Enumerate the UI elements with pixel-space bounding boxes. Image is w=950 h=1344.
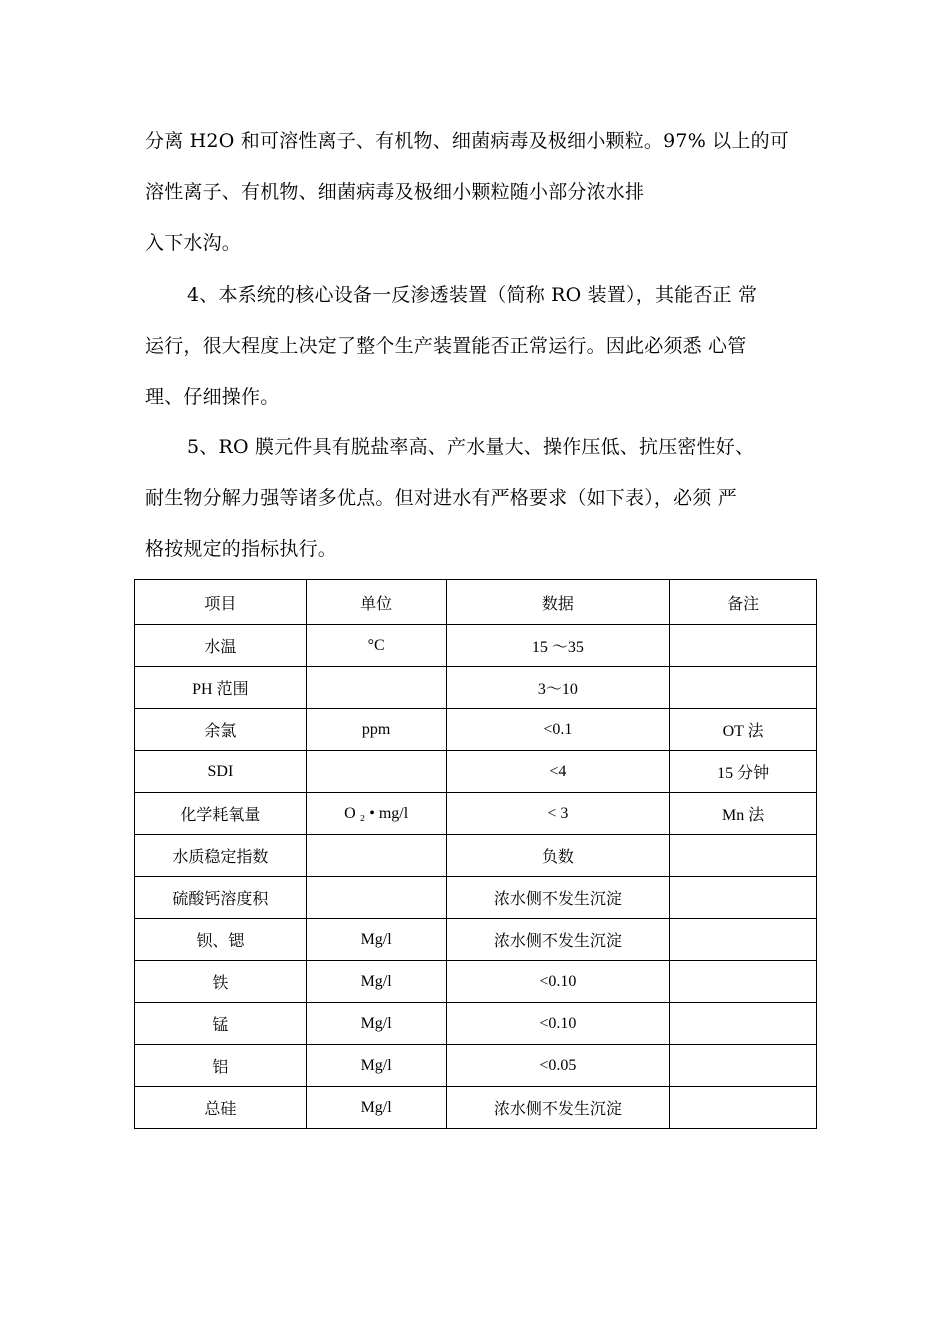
table-row [135,667,817,709]
cell-item: 硫酸钙溶度积 [135,877,307,919]
cell-data: <0.05 [446,1045,670,1087]
paragraph-line: 5、RO 膜元件具有脱盐率高、产水量大、操作压低、抗压密性好、 [187,436,755,458]
paragraph-separation [145,116,817,269]
cell-remark [670,625,817,667]
cell-item: 铁 [135,961,307,1003]
cell-data: < 3 [446,793,670,835]
header-remark: 备注 [670,580,817,625]
paragraph-ro-membrane [145,422,817,575]
water-quality-table [134,579,817,1129]
cell-item: 钡、锶 [135,919,307,961]
cell-data: 浓水侧不发生沉淀 [446,919,670,961]
paragraph-line: 入下水沟。 [145,232,242,254]
cell-remark [670,835,817,877]
cell-data: <0.1 [446,709,670,751]
cell-remark [670,667,817,709]
table-row [135,793,817,835]
cell-remark [670,1003,817,1045]
cell-unit [306,751,446,793]
paragraph-line: 耐生物分解力强等诸多优点。但对进水有严格要求（如下表），必须 严 [145,487,737,509]
cell-data: <0.10 [446,961,670,1003]
table-header-row [135,580,817,625]
cell-unit: Mg/l [306,919,446,961]
cell-item: 总硅 [135,1087,307,1129]
cell-remark [670,1087,817,1129]
cell-data: <0.10 [446,1003,670,1045]
cell-item: 余氯 [135,709,307,751]
cell-unit [306,835,446,877]
cell-item: 铝 [135,1045,307,1087]
table-row [135,877,817,919]
table-row [135,709,817,751]
cell-data: 负数 [446,835,670,877]
cell-data: <4 [446,751,670,793]
table-row [135,625,817,667]
table-row [135,919,817,961]
cell-remark: 15 分钟 [670,751,817,793]
cell-item: SDI [135,751,307,793]
cell-unit [306,667,446,709]
cell-item: 化学耗氧量 [135,793,307,835]
table-row [135,961,817,1003]
cell-remark [670,919,817,961]
cell-remark [670,961,817,1003]
cell-remark: Mn 法 [670,793,817,835]
cell-unit: Mg/l [306,961,446,1003]
paragraph-line: 运行，很大程度上决定了整个生产装置能否正常运行。因此必须悉 心管 [145,335,747,357]
cell-unit: Mg/l [306,1087,446,1129]
table-row [135,835,817,877]
cell-remark: OT 法 [670,709,817,751]
paragraph-line: 溶性离子、有机物、细菌病毒及极细小颗粒随小部分浓水排 [145,181,645,203]
cell-unit: Mg/l [306,1003,446,1045]
table-row [135,1003,817,1045]
table-row [135,751,817,793]
header-data: 数据 [446,580,670,625]
cell-item: PH 范围 [135,667,307,709]
header-unit: 单位 [306,580,446,625]
header-item: 项目 [135,580,307,625]
cell-unit: O ₂ • mg/l [306,793,446,835]
table-row [135,1045,817,1087]
cell-data: 3〜10 [446,667,670,709]
table-row [135,1087,817,1129]
cell-item: 水质稳定指数 [135,835,307,877]
cell-item: 水温 [135,625,307,667]
cell-unit [306,877,446,919]
paragraph-line: 4、本系统的核心设备一反渗透装置（简称 RO 装置），其能否正 常 [187,284,758,306]
cell-unit: Mg/l [306,1045,446,1087]
cell-remark [670,877,817,919]
cell-unit: °C [306,625,446,667]
cell-data: 浓水侧不发生沉淀 [446,877,670,919]
paragraph-ro-core [145,270,817,423]
paragraph-line: 格按规定的指标执行。 [145,538,338,560]
paragraph-line: 分离 H2O 和可溶性离子、有机物、细菌病毒及极细小颗粒。97% 以上的可 [145,130,789,152]
cell-data: 15 〜35 [446,625,670,667]
cell-data: 浓水侧不发生沉淀 [446,1087,670,1129]
cell-unit: ppm [306,709,446,751]
cell-remark [670,1045,817,1087]
paragraph-line: 理、仔细操作。 [145,386,280,408]
cell-item: 锰 [135,1003,307,1045]
